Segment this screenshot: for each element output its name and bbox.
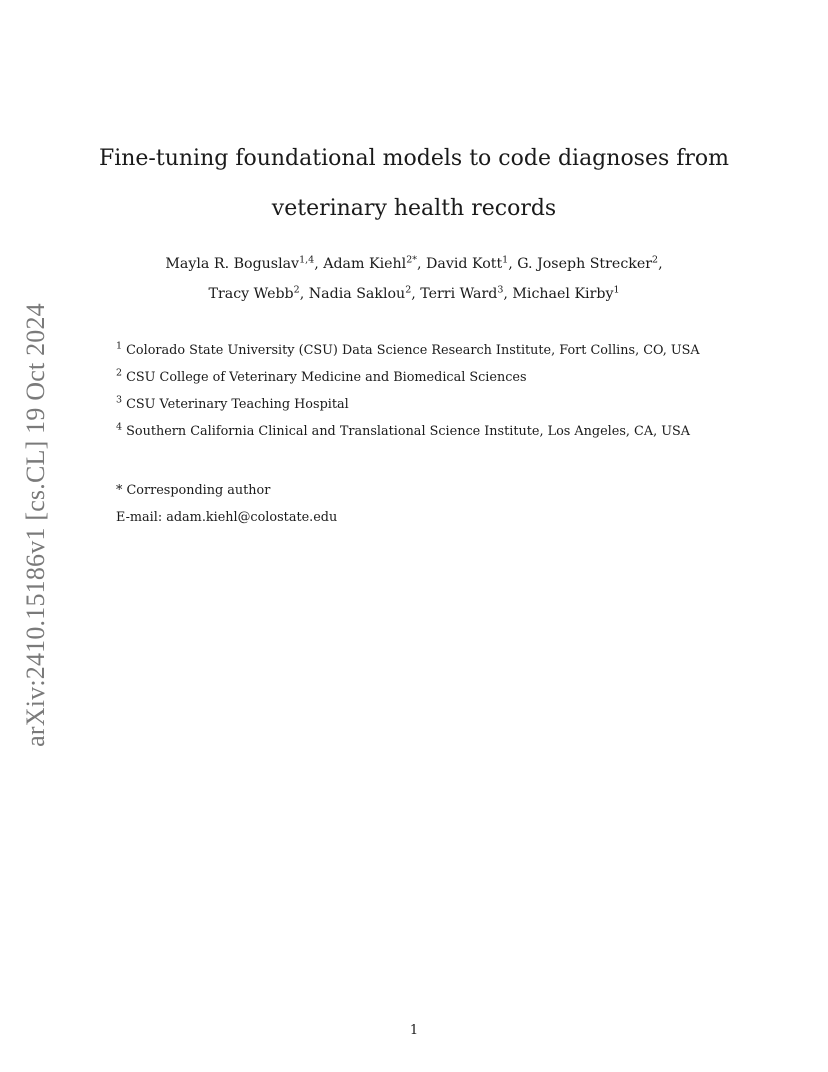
paper-title-line-1: Fine-tuning foundational models to code diagnoses from — [98, 146, 730, 171]
affiliation-number: 2 — [116, 367, 123, 379]
affiliation-3 — [116, 394, 349, 412]
author-name: David Kott — [426, 256, 503, 272]
author-name: Nadia Saklou — [308, 286, 406, 302]
author-affiliation-mark: 3 — [497, 284, 504, 296]
affiliation-number: 1 — [116, 340, 123, 352]
author-name: Terri Ward — [420, 286, 498, 302]
author-list-line-2: Tracy Webb$^2$, Nadia Saklou$^2$, Terri Ward$^3$, Michael Kirby$^1$ — [208, 284, 620, 302]
affiliation-text: Southern California Clinical and Translational Science Institute, Los Angeles, CA, USA — [126, 424, 691, 439]
author-affiliation-mark: 1 — [502, 254, 509, 266]
corresponding-author-note: * Corresponding author — [116, 483, 271, 498]
paper-title-line-2: veterinary health records — [271, 196, 557, 221]
author-affiliation-mark: 1,4 — [299, 254, 315, 266]
affiliation-text: CSU College of Veterinary Medicine and Biomedical Sciences — [126, 370, 527, 385]
affiliation-text: Colorado State University (CSU) Data Science Research Institute, Fort Collins, CO, USA — [126, 343, 700, 358]
affiliation-text: CSU Veterinary Teaching Hospital — [126, 397, 349, 412]
author-affiliation-mark: 1 — [613, 284, 620, 296]
affiliation-4 — [116, 421, 691, 439]
affiliation-1 — [116, 340, 700, 358]
author-affiliation-mark: 2* — [406, 254, 417, 266]
arxiv-identifier-stamp — [14, 290, 58, 760]
arxiv-identifier-text: arXiv:2410.15186v1 [cs.CL] 19 Oct 2024 — [21, 303, 51, 747]
page-number: 1 — [409, 1023, 419, 1038]
author-name: G. Joseph Strecker — [517, 256, 653, 272]
affiliation-number: 4 — [116, 421, 123, 433]
author-name: Mayla R. Boguslav — [165, 256, 300, 272]
author-affiliation-mark: 2 — [652, 254, 659, 266]
author-list-line-1: Mayla R. Boguslav$^{1,4}$, Adam Kiehl$^{2*}$, David Kott$^1$, G. Joseph Strecker$^2$, — [165, 254, 663, 272]
corresponding-email: E-mail: adam.kiehl@colostate.edu — [116, 510, 338, 525]
affiliation-2 — [116, 367, 527, 385]
affiliation-number: 3 — [116, 394, 123, 406]
author-name: Adam Kiehl — [323, 256, 407, 272]
author-name: Michael Kirby — [512, 286, 614, 302]
author-name: Tracy Webb — [208, 286, 294, 302]
author-affiliation-mark: 2 — [293, 284, 300, 296]
author-affiliation-mark: 2 — [405, 284, 412, 296]
